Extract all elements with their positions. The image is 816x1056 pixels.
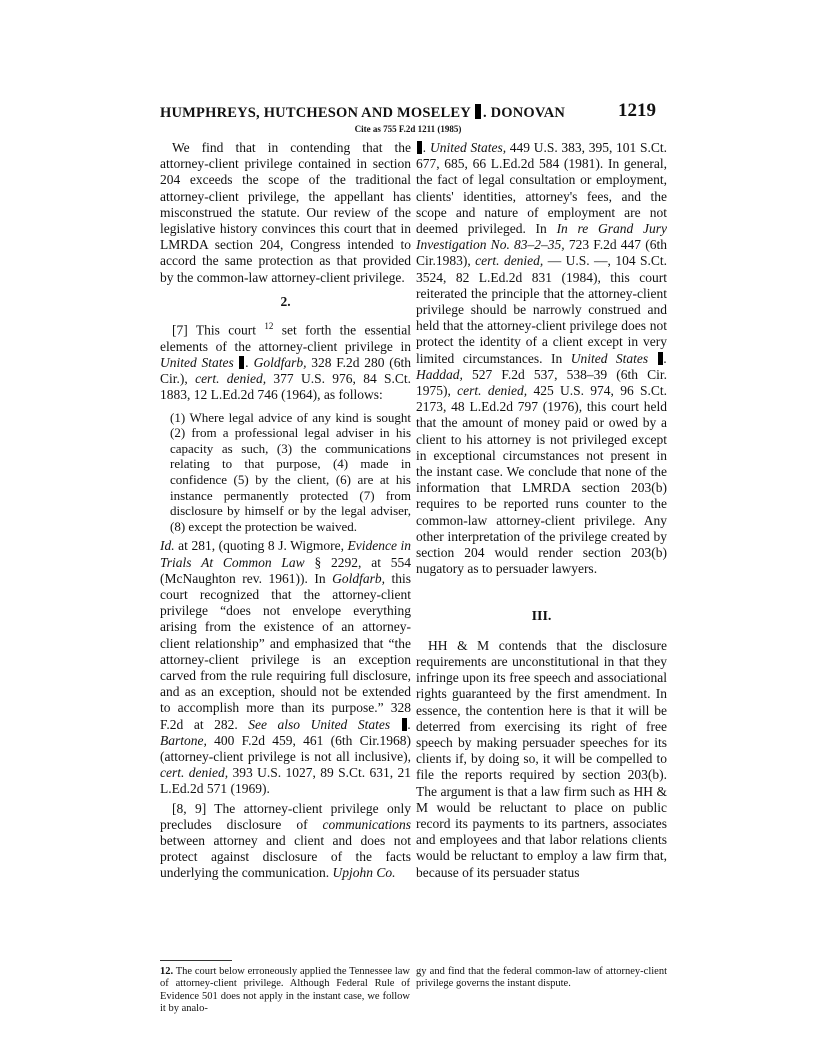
text: 449 U.S. 383, 395, 101 S.Ct. 677, 685, 66 L.Ed.2d 584 (1981). In general, the fact of legal consultation or employment, clients' identities, attorney's fees, and the scope and nature of employment are not deemed privileged. In [416, 140, 667, 237]
text: — U.S. —, 104 S.Ct. 3524, 82 L.Ed.2d 831 (1984), this court reiterated the principle that the attorney-client privilege should be narrowly construed and held that the attorney-client privilege does not protect the identity of a client except in very limited circumstances. In [416, 253, 667, 366]
case-name: United States [160, 354, 234, 370]
right-column [416, 140, 667, 881]
redaction-bar [417, 141, 422, 154]
text: 527 F.2d 537, 538–39 (6th Cir. 1975), [416, 366, 667, 399]
case-name: . Goldfarb, [245, 354, 307, 370]
left-column [160, 140, 411, 882]
text: 328 F.2d 280 (6th Cir.), [160, 354, 411, 387]
case-name: . Bartone, [160, 716, 411, 748]
redaction-bar [239, 356, 244, 369]
block-quote: (1) Where legal advice of any kind is sought (2) from a professional legal adviser in his capacity as such, (3) the communications relating to that purpose, (4) made in confidence (5) by the client, (6) are at his instance permanently protected (7) from disclosure by himself or by the legal adviser, (8) except the protection be waived. [170, 409, 411, 534]
text: this court recognized that the attorney-client privilege “does not envelope everything arising from the existence of an attorney-client relationship” and emphasized that “the attorney-client privilege is an exception carved from the rule requiring full disclosure, and as an exception, should not be extended to accomplish more than its purpose.” 328 F.2d at 282. [160, 570, 411, 732]
header-title-right: . DONOVAN [482, 105, 566, 121]
section-heading: III. [531, 609, 552, 625]
footnote-right: gy and find that the federal common-law of attorney-client privilege governs the instant dispute. [416, 966, 667, 990]
emphasis: communications [322, 816, 412, 832]
text: 425 U.S. 974, 96 S.Ct. 2173, 48 L.Ed.2d 797 (1976), this court held that the amount of money paid or owed by a client to his attorney is not privileged except in exceptional circumstances not present in the instant case. We conclude that none of the information that LMRDA section 203(b) requires to be reported runs counter to the common-law attorney-client privilege. Any other interpretation of the privilege created by section 204 would render section 203(b) nugatory as to persuader lawyers. [416, 383, 668, 577]
paragraph [160, 801, 411, 882]
case-name: . Haddad, [416, 350, 668, 382]
text: 723 F.2d 447 (6th Cir.1983), [416, 237, 667, 269]
text: [7] This court [172, 322, 256, 338]
footnote-number: 12. [160, 966, 174, 977]
footnote-ref: 12 [264, 321, 274, 332]
case-name: In re Grand Jury Investigation No. 83–2–35, [416, 221, 668, 253]
page-number: 1219 [618, 100, 656, 121]
signal: cert. denied, [160, 765, 229, 781]
text: set forth the essential elements of the attorney-client privilege in [160, 322, 412, 354]
citation-line: Cite as 755 F.2d 1211 (1985) [354, 124, 462, 134]
signal: See also United States [248, 716, 391, 732]
text: at 281, (quoting 8 J. Wigmore, [178, 538, 344, 554]
case-name: . United States, [423, 140, 507, 155]
case-name: Upjohn Co. [332, 865, 396, 881]
paragraph [416, 140, 667, 577]
footnote-left [160, 966, 410, 1016]
paragraph [160, 538, 411, 797]
text: 400 F.2d 459, 461 (6th Cir.1968) (attorney-client privilege is not all inclusive), [160, 732, 411, 764]
paragraph: HH & M contends that the disclosure requirements are unconstitutional in that they infringe upon its free speech and associational rights guaranteed by the first amendment. In essence, the contention here is that it will be deterred from exercising its right of free speech by making persuader speeches for its clients if, by doing so, it will be compelled to file the reports required by section 203(b). The argument is that a law firm such as HH & M would be reluctant to place on public record its payments to its partners, associates and employees and that labor relations clients would be reluctant to employ a law firm that, because of its persuader status [416, 637, 667, 880]
redaction-bar [658, 352, 663, 365]
book-title: Evidence in Trials At Common Law [160, 538, 412, 570]
text: 377 U.S. 976, 84 S.Ct. 1883, 12 L.Ed.2d 746 (1964), as follows: [160, 371, 412, 403]
signal: cert. denied, [457, 383, 528, 399]
signal: Id. [160, 538, 175, 554]
section-heading: 2. [280, 293, 291, 309]
text: 393 U.S. 1027, 89 S.Ct. 631, 21 L.Ed.2d 571 (1969). [160, 765, 411, 797]
text: § 2292, at 554 (McNaughton rev. 1961)). In [160, 554, 411, 586]
text: [8, 9] The attorney-client privilege only precludes disclosure of [160, 800, 411, 832]
case-name: Goldfarb, [332, 570, 385, 586]
signal: cert. denied, [195, 371, 267, 387]
paragraph [160, 318, 411, 404]
case-name: United States [570, 350, 649, 366]
signal: cert. denied, [475, 253, 544, 269]
redaction-bar [475, 104, 481, 119]
header-title-left: HUMPHREYS, HUTCHESON AND MOSELEY [160, 105, 471, 121]
footnote-rule [160, 960, 232, 961]
running-header [160, 104, 660, 122]
redaction-bar [402, 718, 407, 731]
text: between attorney and client and does not protect against disclosure of the facts underlying the communication. [160, 832, 411, 881]
footnote-text: The court below erroneously applied the Tennessee law of attorney-client privilege. Although Federal Rule of Evidence 501 does not apply in the instant case, we follow it by analo- [160, 966, 410, 1015]
paragraph: We find that in contending that the attorney-client privilege contained in section 204 exceeds the scope of the traditional attorney-client privilege, the appellant has misconstrued the statute. Our review of the legislative history convinces this court that in LMRDA section 204, Congress intended to accord the same protection as that provided by the common-law attorney-client privilege. [160, 140, 411, 285]
